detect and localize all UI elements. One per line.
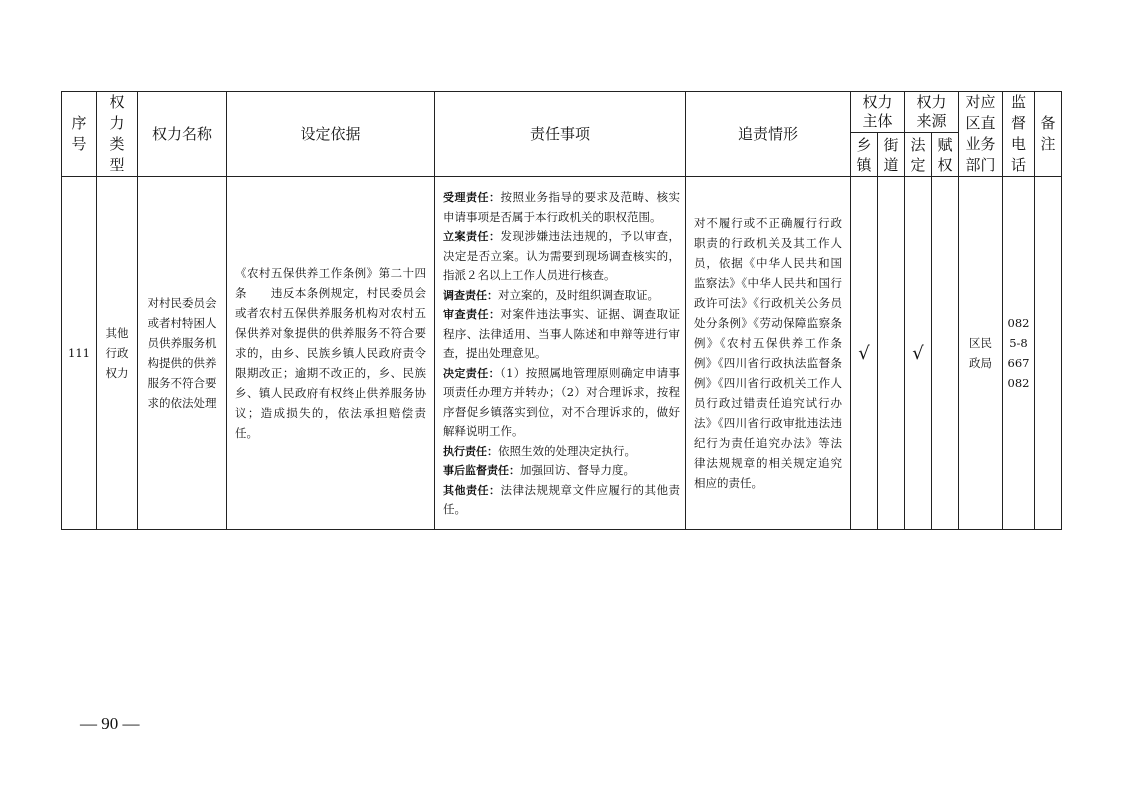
power-list-table <box>61 91 1062 530</box>
responsibility-item: 立案责任：发现涉嫌违法违规的，予以审查，决定是否立案。认为需要到现场调查核实的，指派２名以上工作人员进行核查。 <box>443 229 680 283</box>
cell-granted-check <box>932 177 959 530</box>
header-name: 权力名称 <box>138 92 227 177</box>
page-number: — 90 — <box>80 714 140 733</box>
header-township: 乡镇 <box>851 133 878 177</box>
header-statutory: 法定 <box>905 133 932 177</box>
header-responsibility: 责任事项 <box>435 92 686 177</box>
cell-name: 对村民委员会或者村特困人员供养服务机构提供的供养服务不符合要求的依法处理 <box>138 177 227 530</box>
responsibility-item: 其他责任：法律法规规章文件应履行的其他责任。 <box>443 482 680 517</box>
header-dept: 对应区直业务部门 <box>959 92 1003 177</box>
cell-remark <box>1035 177 1062 530</box>
header-seq: 序号 <box>62 92 97 177</box>
cell-statutory-check: √ <box>905 177 932 530</box>
cell-responsibilities <box>435 177 686 530</box>
header-basis: 设定依据 <box>227 92 435 177</box>
header-phone: 监督电话 <box>1003 92 1035 177</box>
responsibility-item: 审查责任：对案件违法事实、证据、调查取证程序、法律适用、当事人陈述和申辩等进行审查，提出处理意见。 <box>443 307 680 361</box>
cell-township-check: √ <box>851 177 878 530</box>
responsibility-item: 受理责任：按照业务指导的要求及范畴、核实申请事项是否属于本行政机关的职权范围。 <box>443 190 680 224</box>
responsibility-item: 决定责任：（1）按照属地管理原则确定申请事项责任办理方并转办；（2）对合理诉求，按程序督促乡镇落实到位，对不合理诉求的，做好解释说明工作。 <box>443 365 680 439</box>
cell-street-check <box>878 177 905 530</box>
header-granted: 赋权 <box>932 133 959 177</box>
header-type: 权力类型 <box>97 92 138 177</box>
cell-basis: 《农村五保供养工作条例》第二十四条 违反本条例规定，村民委员会或者农村五保供养服务机构对农村五保供养对象提供的供养服务不符合要求的，由乡、民族乡镇人民政府责令限期改正；逾期不改正的，乡、民族乡、镇人民政府有权终止供养服务协议；造成损失的，依法承担赔偿责任。 <box>227 177 435 530</box>
header-source: 权力来源 <box>905 92 959 133</box>
header-subject: 权力主体 <box>851 92 905 133</box>
responsibility-item: 执行责任：依照生效的处理决定执行。 <box>443 443 636 458</box>
table-row <box>62 177 1062 530</box>
header-remark: 备注 <box>1035 92 1062 177</box>
cell-dept: 区民政局 <box>959 177 1003 530</box>
cell-accountability: 对不履行或不正确履行行政职责的行政机关及其工作人员，依据《中华人民共和国监察法》《中华人民共和国行政许可法》《行政机关公务员处分条例》《劳动保障监察条例》《农村五保供养工作条例》《四川省行政执法监督条例》《四川省行政机关工作人员行政过错责任追究试行办法》《四川省行政审批违法违纪行为责任追究办法》等法律法规规章的相关规定追究相应的责任。 <box>686 177 851 530</box>
responsibility-item: 事后监督责任：加强回访、督导力度。 <box>443 463 635 478</box>
cell-type: 其他行政权力 <box>97 177 138 530</box>
cell-phone: 0825-8667082 <box>1003 177 1035 530</box>
responsibility-item: 调查责任：对立案的，及时组织调查取证。 <box>443 287 659 302</box>
responsibility-list <box>435 186 685 520</box>
header-street: 街道 <box>878 133 905 177</box>
header-accountability: 追责情形 <box>686 92 851 177</box>
cell-seq: 111 <box>62 177 97 530</box>
